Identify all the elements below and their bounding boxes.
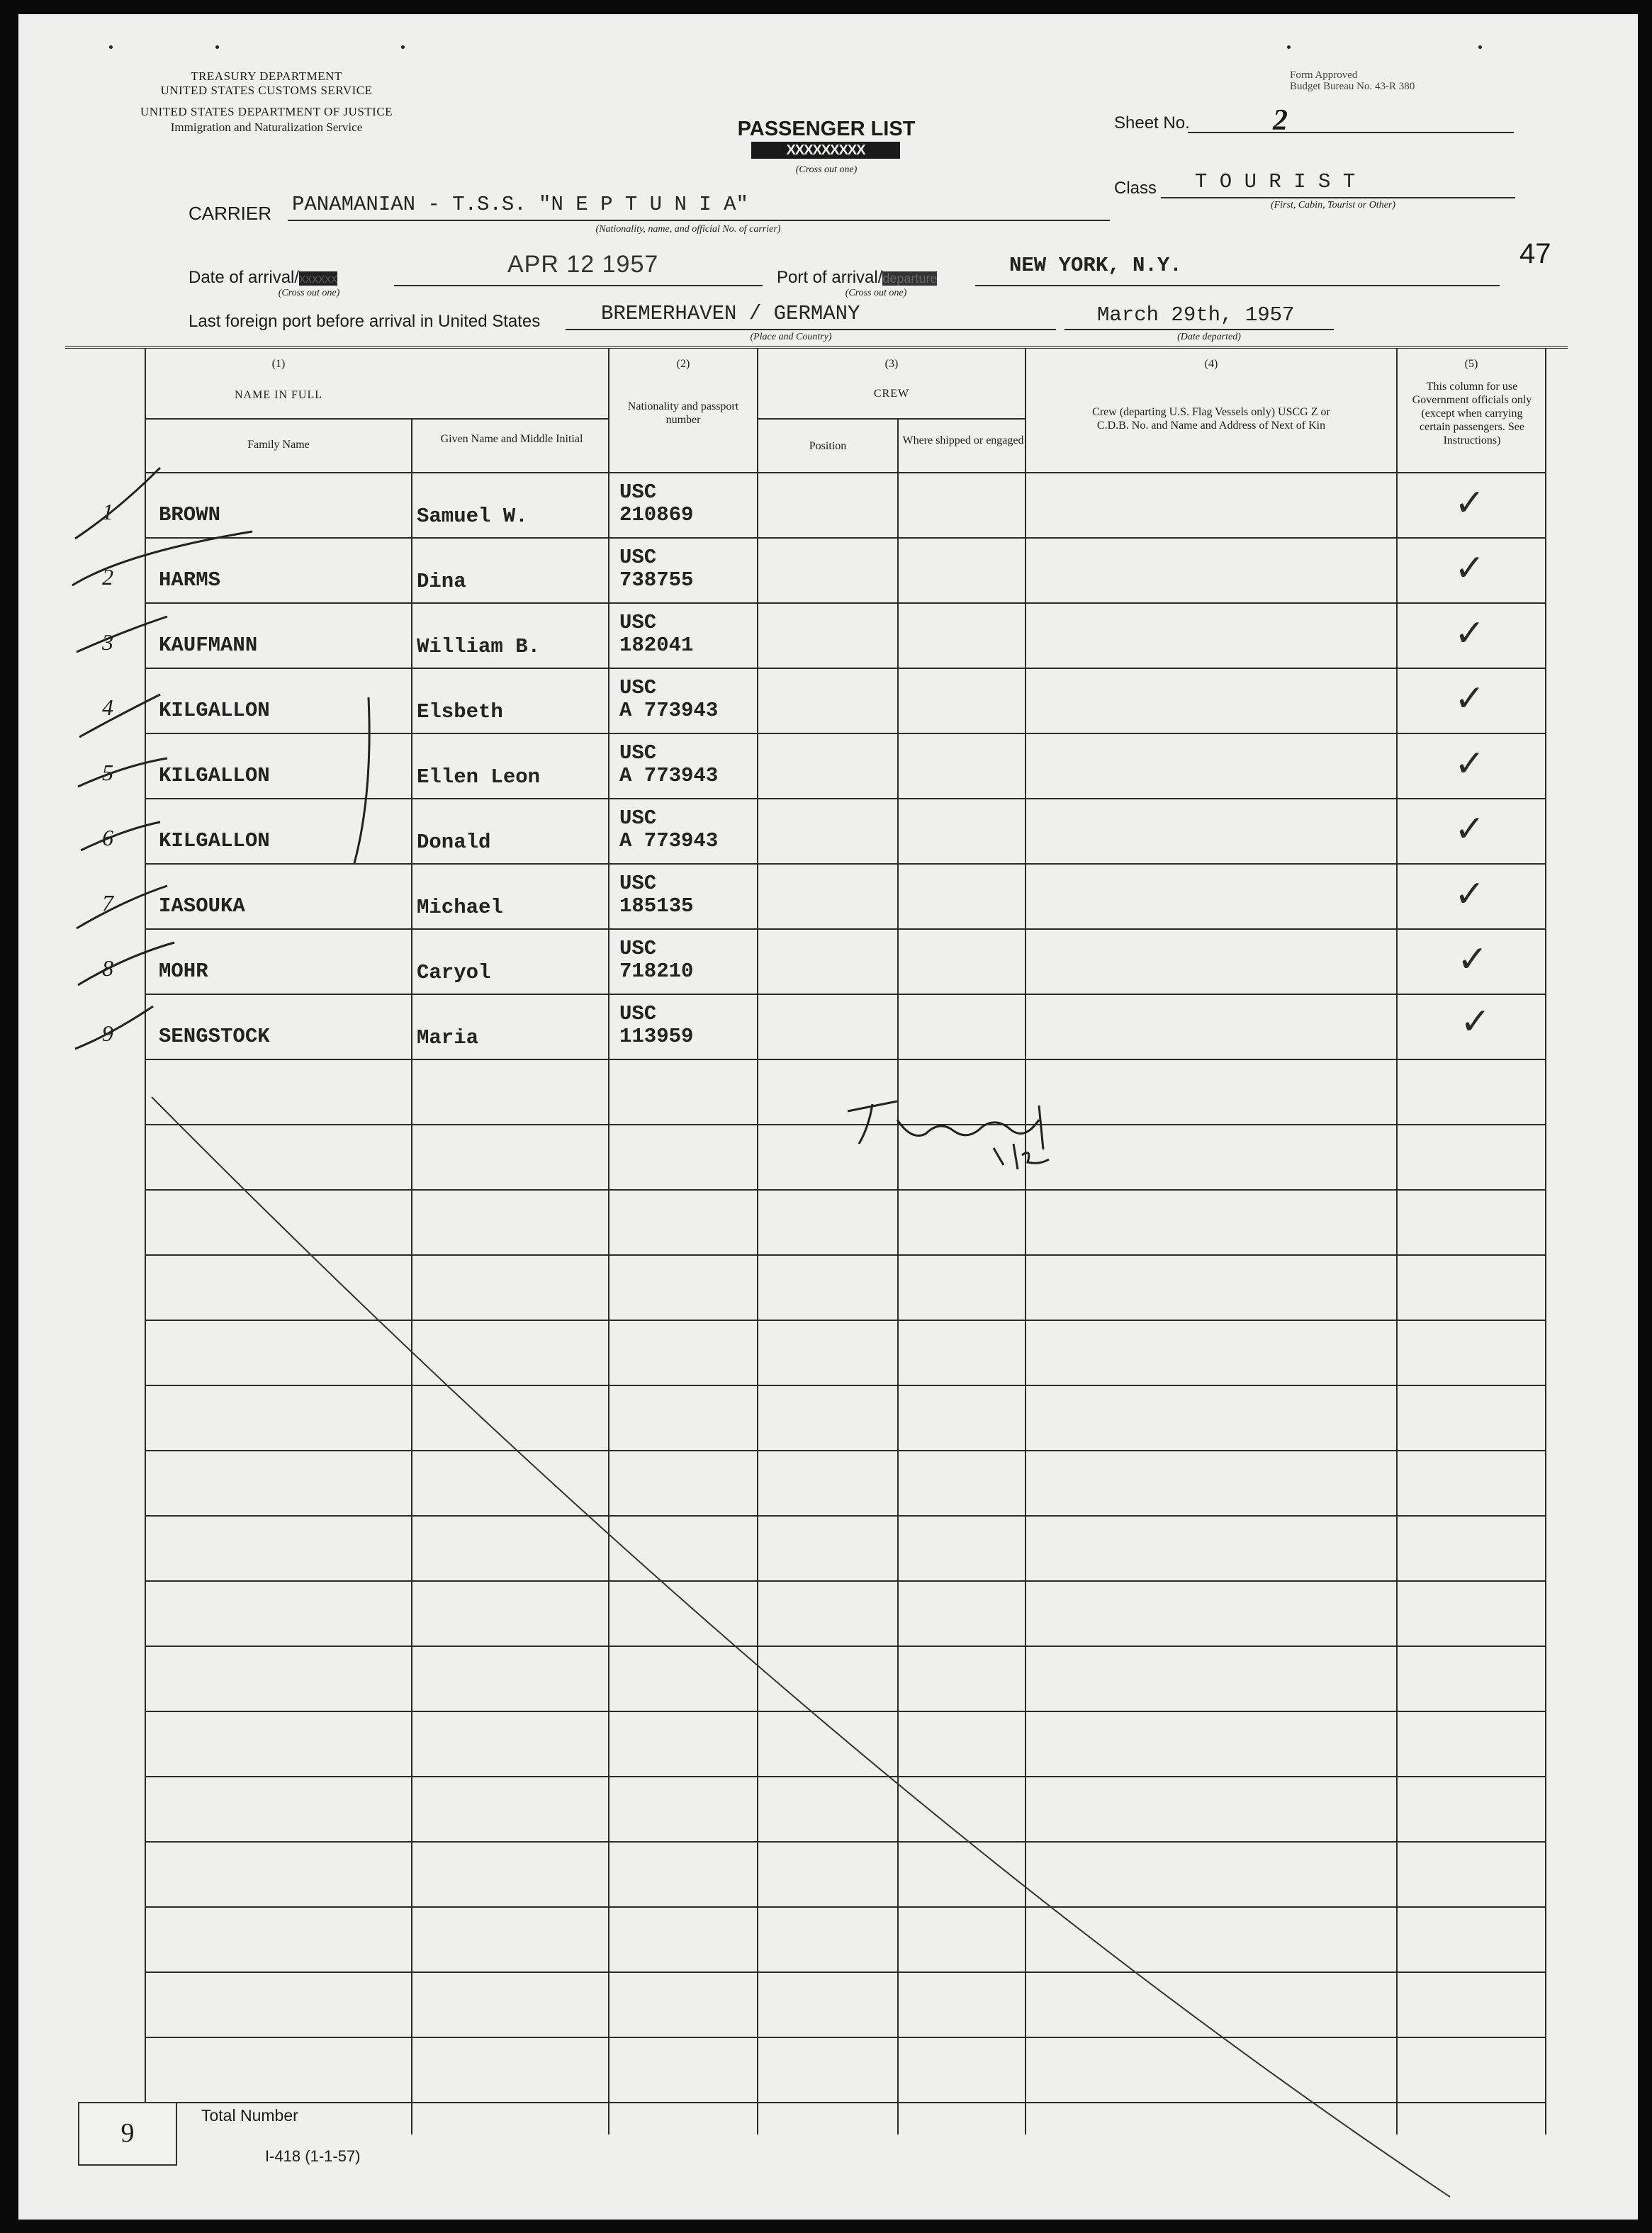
family-name: KAUFMANN bbox=[159, 634, 258, 657]
total-value: 9 bbox=[120, 2118, 135, 2148]
passport-number: 210869 bbox=[619, 503, 694, 527]
passport-number: 113959 bbox=[619, 1025, 694, 1048]
check-icon: ✓ bbox=[1457, 938, 1488, 981]
cross-out-caption: (Cross out one) bbox=[795, 164, 858, 175]
check-icon: ✓ bbox=[1454, 808, 1485, 850]
row-number: 8 bbox=[102, 955, 113, 981]
agency-line-4: Immigration and Naturalization Service bbox=[170, 120, 363, 134]
given-name: Caryol bbox=[417, 961, 491, 984]
col-position: Position bbox=[809, 440, 847, 452]
nationality: USC bbox=[619, 806, 657, 830]
port-value: NEW YORK, N.Y. bbox=[1009, 254, 1182, 277]
row-number: 5 bbox=[102, 760, 113, 785]
col4-title: Crew (departing U.S. Flag Vessels only) USCG Z or C.D.B. No. and Name and Address of Next of Kin bbox=[1092, 406, 1330, 432]
check-icon: ✓ bbox=[1454, 547, 1485, 590]
row-number: 6 bbox=[102, 825, 113, 850]
arrival-date-stamp: APR 12 1957 bbox=[507, 251, 659, 278]
passport-number: 185135 bbox=[619, 894, 694, 918]
page-mark: 47 bbox=[1519, 238, 1551, 269]
nationality: USC bbox=[619, 676, 657, 699]
family-name: KILGALLON bbox=[159, 829, 270, 853]
given-name: William B. bbox=[417, 635, 541, 658]
row-number: 1 bbox=[102, 499, 113, 524]
col2-title: Nationality and passport number bbox=[627, 400, 739, 426]
nationality: USC bbox=[619, 1002, 657, 1025]
col1-title: NAME IN FULL bbox=[235, 389, 322, 401]
nationality: USC bbox=[619, 872, 657, 895]
struck-title: XXXXXXXXX bbox=[751, 142, 900, 159]
foreign-port-caption: (Place and Country) bbox=[750, 332, 832, 342]
sheet-label: Sheet No. bbox=[1114, 113, 1190, 133]
col-where-shipped: Where shipped or engaged bbox=[902, 434, 1024, 446]
passport-number: A 773943 bbox=[619, 829, 719, 853]
class-value: T O U R I S T bbox=[1195, 170, 1356, 193]
col-family-name: Family Name bbox=[247, 439, 310, 451]
nationality: USC bbox=[619, 480, 657, 504]
given-name: Dina bbox=[417, 570, 466, 593]
passport-number: A 773943 bbox=[619, 764, 719, 787]
form-number: I-418 (1-1-57) bbox=[265, 2147, 361, 2165]
check-icon: ✓ bbox=[1454, 612, 1485, 655]
row-number: 4 bbox=[102, 694, 113, 720]
nationality: USC bbox=[619, 546, 657, 569]
passenger-list-form bbox=[18, 14, 1638, 2220]
foreign-port-label: Last foreign port before arrival in United States bbox=[189, 312, 541, 331]
given-name: Donald bbox=[417, 831, 491, 854]
port-caption: (Cross out one) bbox=[845, 288, 907, 298]
nationality: USC bbox=[619, 937, 657, 960]
check-icon: ✓ bbox=[1454, 482, 1485, 524]
total-box bbox=[78, 2102, 177, 2166]
class-caption: (First, Cabin, Tourist or Other) bbox=[1270, 200, 1396, 210]
form-approved: Form Approved bbox=[1290, 69, 1358, 81]
col2-number: (2) bbox=[676, 358, 690, 370]
arrival-label: Date of arrival/xxxxxx bbox=[189, 268, 338, 287]
given-name: Ellen Leon bbox=[417, 765, 541, 789]
family-name: HARMS bbox=[159, 568, 221, 592]
family-name: IASOUKA bbox=[159, 894, 245, 918]
agency-line-3: UNITED STATES DEPARTMENT OF JUSTICE bbox=[140, 105, 393, 118]
form-title: PASSENGER LIST bbox=[737, 118, 916, 140]
arrival-caption: (Cross out one) bbox=[278, 288, 340, 298]
given-name: Samuel W. bbox=[417, 505, 528, 528]
carrier-caption: (Nationality, name, and official No. of carrier) bbox=[595, 224, 781, 235]
row-number: 9 bbox=[102, 1020, 113, 1046]
check-icon: ✓ bbox=[1454, 873, 1485, 916]
carrier-label: CARRIER bbox=[189, 203, 272, 224]
agency-line-1: TREASURY DEPARTMENT bbox=[191, 69, 342, 83]
family-name: SENGSTOCK bbox=[159, 1025, 270, 1048]
passport-number: 182041 bbox=[619, 634, 694, 657]
col4-number: (4) bbox=[1204, 358, 1218, 370]
row-number: 3 bbox=[102, 629, 113, 655]
check-icon: ✓ bbox=[1460, 1001, 1491, 1043]
sheet-number: 2 bbox=[1273, 104, 1288, 137]
passport-number: 718210 bbox=[619, 960, 694, 983]
handwritten-marks bbox=[18, 14, 1638, 2220]
nationality: USC bbox=[619, 741, 657, 765]
given-name: Maria bbox=[417, 1026, 479, 1050]
col5-title: This column for use Government officials only (except when carrying certain passengers. See Instructions) bbox=[1412, 381, 1532, 446]
nationality: USC bbox=[619, 611, 657, 634]
foreign-port-value: BREMERHAVEN / GERMANY bbox=[601, 302, 860, 325]
col3-title: CREW bbox=[873, 388, 910, 400]
row-number: 7 bbox=[102, 890, 113, 916]
total-label: Total Number bbox=[201, 2106, 298, 2125]
col-given-name: Given Name and Middle Initial bbox=[440, 433, 583, 445]
agency-line-2: UNITED STATES CUSTOMS SERVICE bbox=[160, 84, 373, 97]
row-number: 2 bbox=[102, 564, 113, 590]
date-departed-caption: (Date departed) bbox=[1177, 332, 1241, 342]
passport-number: 738755 bbox=[619, 568, 694, 592]
given-name: Michael bbox=[417, 896, 503, 919]
check-icon: ✓ bbox=[1454, 677, 1485, 720]
class-label: Class bbox=[1114, 179, 1157, 198]
budget-bureau: Budget Bureau No. 43-R 380 bbox=[1290, 81, 1415, 92]
given-name: Elsbeth bbox=[417, 700, 503, 724]
carrier-value: PANAMANIAN - T.S.S. "N E P T U N I A" bbox=[292, 193, 748, 216]
col5-number: (5) bbox=[1464, 358, 1478, 370]
col3-number: (3) bbox=[884, 358, 899, 370]
port-label: Port of arrival/departure bbox=[777, 268, 938, 287]
family-name: KILGALLON bbox=[159, 764, 270, 787]
check-icon: ✓ bbox=[1454, 743, 1485, 785]
family-name: MOHR bbox=[159, 960, 208, 983]
family-name: KILGALLON bbox=[159, 699, 270, 722]
family-name: BROWN bbox=[159, 503, 221, 527]
passport-number: A 773943 bbox=[619, 699, 719, 722]
date-departed-value: March 29th, 1957 bbox=[1097, 303, 1295, 327]
col1-number: (1) bbox=[271, 358, 286, 370]
